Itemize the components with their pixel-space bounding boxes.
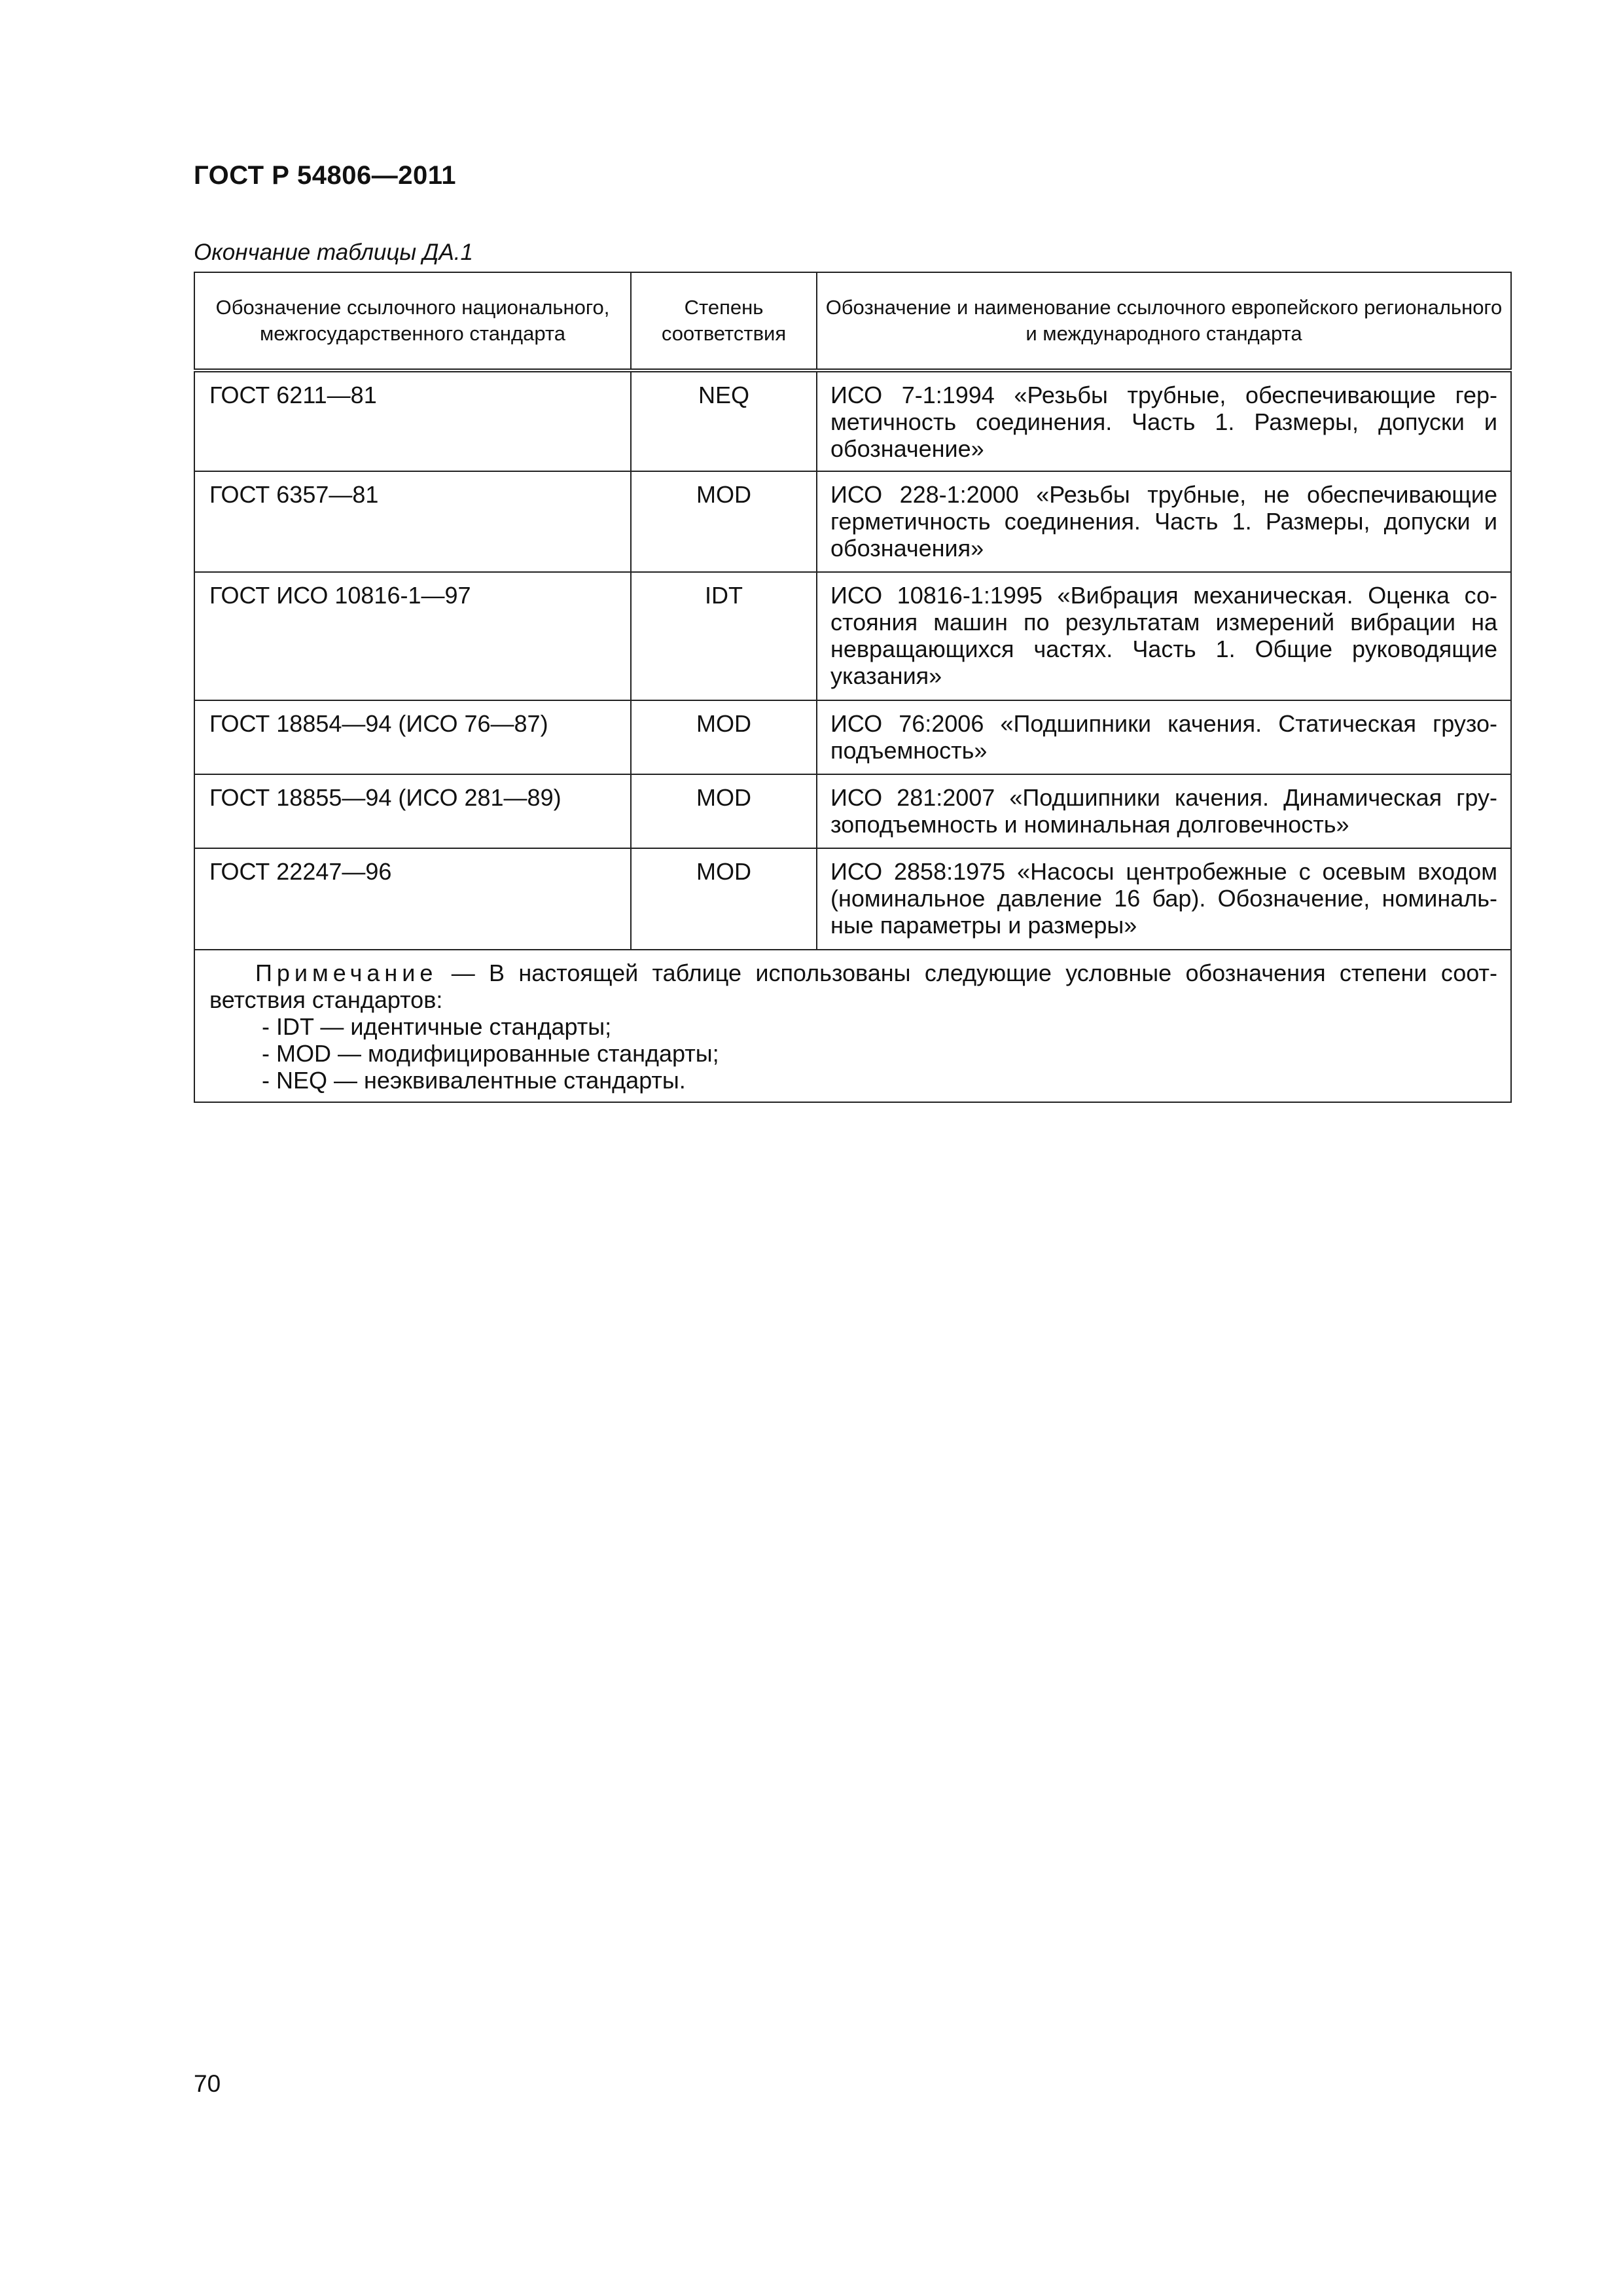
note-intro-text: — В настоящей таблице использованы следующие условные обозначения степени соответствия стандартов:	[209, 960, 1497, 1013]
table-row	[194, 471, 1511, 572]
note-label: Примечание	[255, 960, 438, 986]
cell-national: ГОСТ 18855—94 (ИСО 281—89)	[194, 774, 631, 848]
page-number: 70	[194, 2070, 221, 2097]
cell-degree: MOD	[631, 700, 817, 774]
note-item-mod: - MOD — модифицированные стандарты;	[262, 1040, 719, 1067]
column-header-degree: Степень соответствия	[631, 272, 817, 370]
cell-national: ГОСТ 6211—81	[194, 370, 631, 471]
cell-degree: MOD	[631, 848, 817, 950]
note-intro-paragraph	[209, 960, 1497, 1013]
column-header-national: Обозначение ссылочного национального, межгосударственного стандарта	[194, 272, 631, 370]
column-header-international: Обозначение и наименование ссылочного европейского регионального и международного стандарта	[817, 272, 1511, 370]
cell-national: ГОСТ 6357—81	[194, 471, 631, 572]
cell-national: ГОСТ 18854—94 (ИСО 76—87)	[194, 700, 631, 774]
table-caption: Окончание таблицы ДА.1	[194, 240, 473, 265]
cell-degree: IDT	[631, 572, 817, 700]
note-item-idt: - IDT — идентичные стандарты;	[262, 1013, 612, 1040]
cell-international: ИСО 228-1:2000 «Резьбы трубные, не обеспечивающие герметичность соединения. Часть 1. Размеры, допуски и обозначения»	[817, 471, 1511, 572]
cell-international: ИСО 2858:1975 «Насосы центробежные с осевым входом (номинальное давление 16 бар). Обозначение, номинальные параметры и размеры»	[817, 848, 1511, 950]
cell-national: ГОСТ 22247—96	[194, 848, 631, 950]
reference-standards-table	[194, 272, 1512, 1103]
table-row	[194, 700, 1511, 774]
cell-international: ИСО 7-1:1994 «Резьбы трубные, обеспечивающие герметичность соединения. Часть 1. Размеры, допуски и обозначение»	[817, 370, 1511, 471]
table-note-row	[194, 950, 1511, 1102]
cell-degree: NEQ	[631, 370, 817, 471]
cell-national: ГОСТ ИСО 10816-1—97	[194, 572, 631, 700]
table-row	[194, 572, 1511, 700]
table-row	[194, 774, 1511, 848]
table-row	[194, 848, 1511, 950]
table-header-row	[194, 272, 1511, 370]
cell-degree: MOD	[631, 471, 817, 572]
table-note	[194, 950, 1511, 1102]
cell-international: ИСО 281:2007 «Подшипники качения. Динамическая грузоподъемность и номинальная долговечность»	[817, 774, 1511, 848]
cell-degree: MOD	[631, 774, 817, 848]
table-row	[194, 370, 1511, 471]
cell-international: ИСО 10816-1:1995 «Вибрация механическая. Оценка состояния машин по результатам измерений вибрации на невращающихся частях. Часть 1. Общие руководящие указания»	[817, 572, 1511, 700]
document-title: ГОСТ Р 54806—2011	[194, 161, 456, 190]
cell-international: ИСО 76:2006 «Подшипники качения. Статическая грузоподъемность»	[817, 700, 1511, 774]
note-item-neq: - NEQ — неэквивалентные стандарты.	[262, 1067, 686, 1094]
